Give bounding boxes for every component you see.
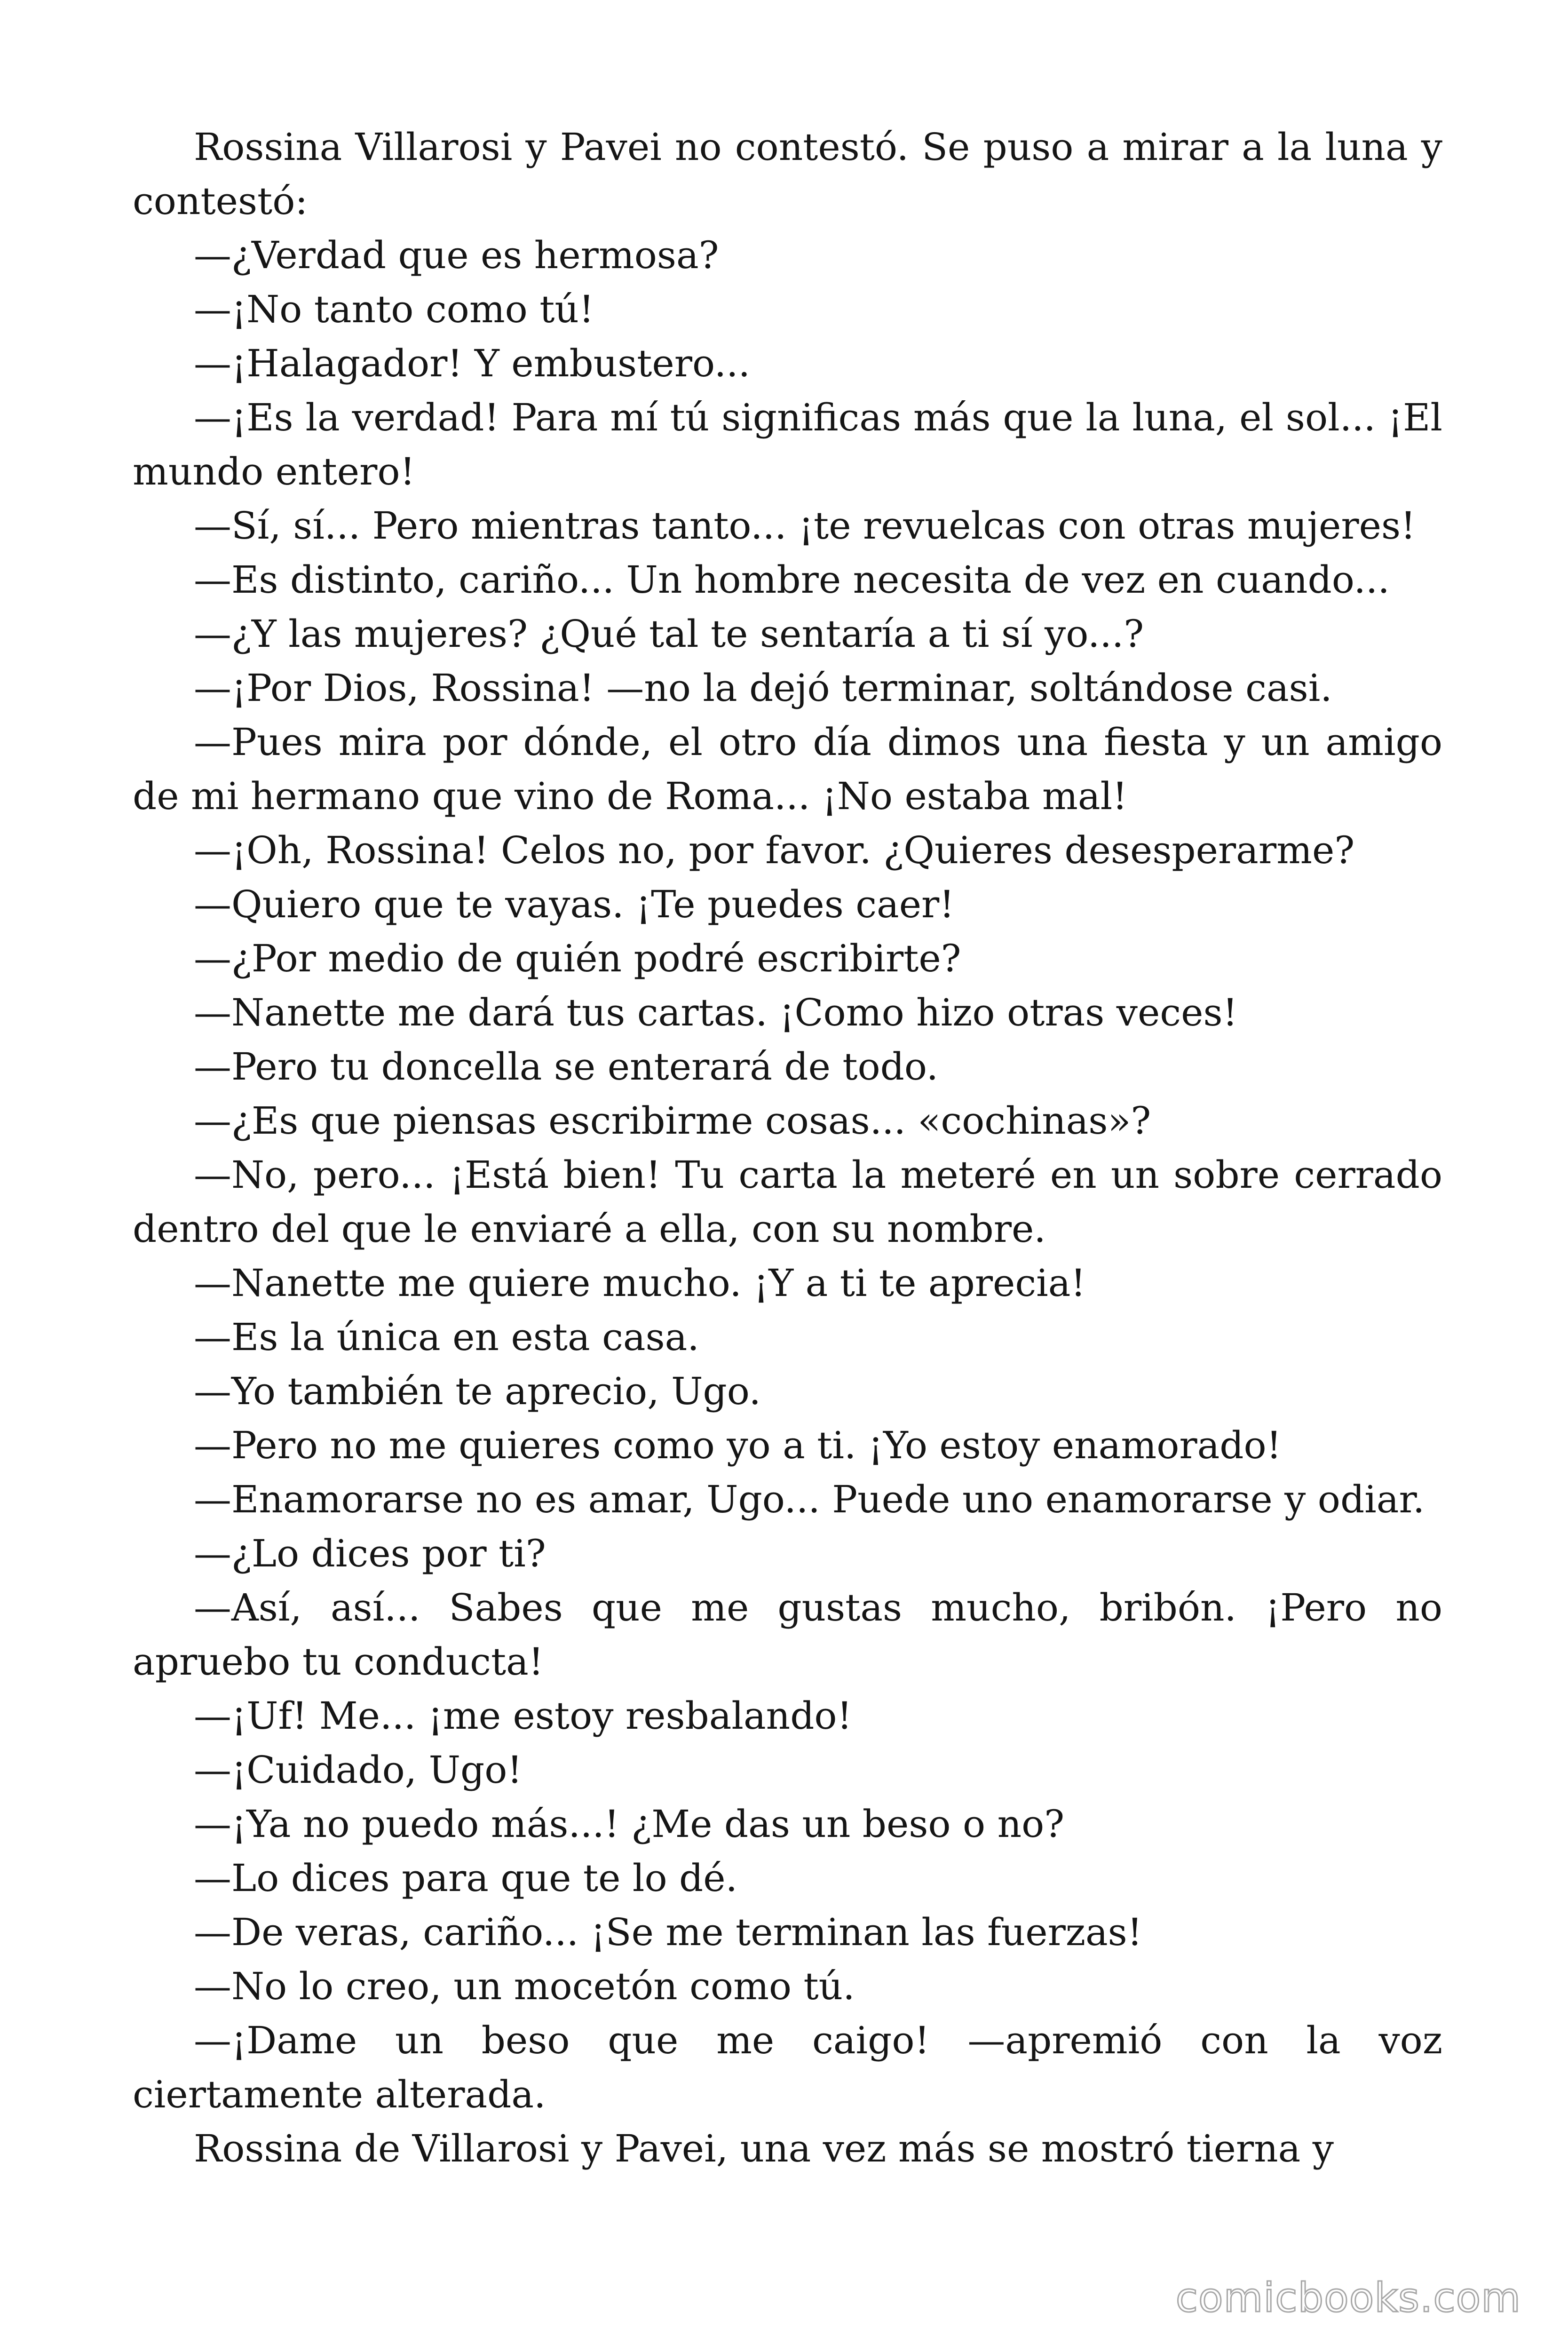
paragraph: —Yo también te aprecio, Ugo.: [194, 1369, 761, 1413]
paragraph: —No, pero... ¡Está bien! Tu carta la meteré en un sobre cerrado dentro del que le enviaré a ella, con su nombre.: [133, 1153, 1442, 1251]
paragraph: —¿Verdad que es hermosa?: [194, 233, 719, 277]
paragraph: —¡Uf! Me... ¡me estoy resbalando!: [194, 1694, 852, 1738]
paragraph: —¿Por medio de quién podré escribirte?: [194, 937, 961, 980]
page-text: [133, 120, 1442, 2176]
paragraph: Rossina Villarosi y Pavei no contestó. Se puso a mirar a la luna y contestó:: [133, 125, 1442, 223]
paragraph: —¡Halagador! Y embustero...: [194, 342, 751, 385]
paragraph: —¿Lo dices por ti?: [194, 1532, 546, 1575]
paragraph: —¡No tanto como tú!: [194, 287, 594, 331]
paragraph: —¿Es que piensas escribirme cosas... «cochinas»?: [194, 1099, 1151, 1143]
paragraph: —¡Dame un beso que me caigo! —apremió con la voz ciertamente alterada.: [133, 2018, 1442, 2116]
paragraph: —¡Ya no puedo más...! ¿Me das un beso o no?: [194, 1802, 1065, 1846]
paragraph: —Pues mira por dónde, el otro día dimos una fiesta y un amigo de mi hermano que vino de Roma... ¡No estaba mal!: [133, 720, 1442, 818]
paragraph: —¡Oh, Rossina! Celos no, por favor. ¿Quieres desesperarme?: [194, 828, 1355, 872]
paragraph: —De veras, cariño... ¡Se me terminan las fuerzas!: [194, 1910, 1142, 1954]
paragraph: —Pero no me quieres como yo a ti. ¡Yo estoy enamorado!: [194, 1423, 1282, 1467]
paragraph: —Así, así... Sabes que me gustas mucho, bribón. ¡Pero no apruebo tu conducta!: [133, 1586, 1442, 1684]
paragraph: —Es la única en esta casa.: [194, 1315, 699, 1359]
paragraph: —Quiero que te vayas. ¡Te puedes caer!: [194, 882, 955, 926]
paragraph: —¿Y las mujeres? ¿Qué tal te sentaría a ti sí yo...?: [194, 612, 1144, 656]
paragraph: —Nanette me dará tus cartas. ¡Como hizo otras veces!: [194, 991, 1238, 1034]
paragraph: —Nanette me quiere mucho. ¡Y a ti te aprecia!: [194, 1261, 1086, 1305]
watermark: comicbooks.com: [1175, 2274, 1521, 2321]
paragraph: —Sí, sí... Pero mientras tanto... ¡te revuelcas con otras mujeres!: [194, 504, 1416, 548]
paragraph: —Pero tu doncella se enterará de todo.: [194, 1045, 939, 1089]
paragraph: —¡Es la verdad! Para mí tú significas más que la luna, el sol... ¡El mundo entero!: [133, 396, 1442, 493]
paragraph: —Lo dices para que te lo dé.: [194, 1856, 738, 1900]
paragraph: —¡Cuidado, Ugo!: [194, 1748, 523, 1792]
paragraph: —No lo creo, un mocetón como tú.: [194, 1964, 855, 2008]
paragraph: Rossina de Villarosi y Pavei, una vez más se mostró tierna y: [194, 2127, 1334, 2170]
paragraph: —Enamorarse no es amar, Ugo... Puede uno enamorarse y odiar.: [194, 1478, 1425, 1521]
paragraph: —¡Por Dios, Rossina! —no la dejó terminar, soltándose casi.: [194, 666, 1332, 710]
paragraph: —Es distinto, cariño... Un hombre necesita de vez en cuando...: [194, 558, 1390, 602]
